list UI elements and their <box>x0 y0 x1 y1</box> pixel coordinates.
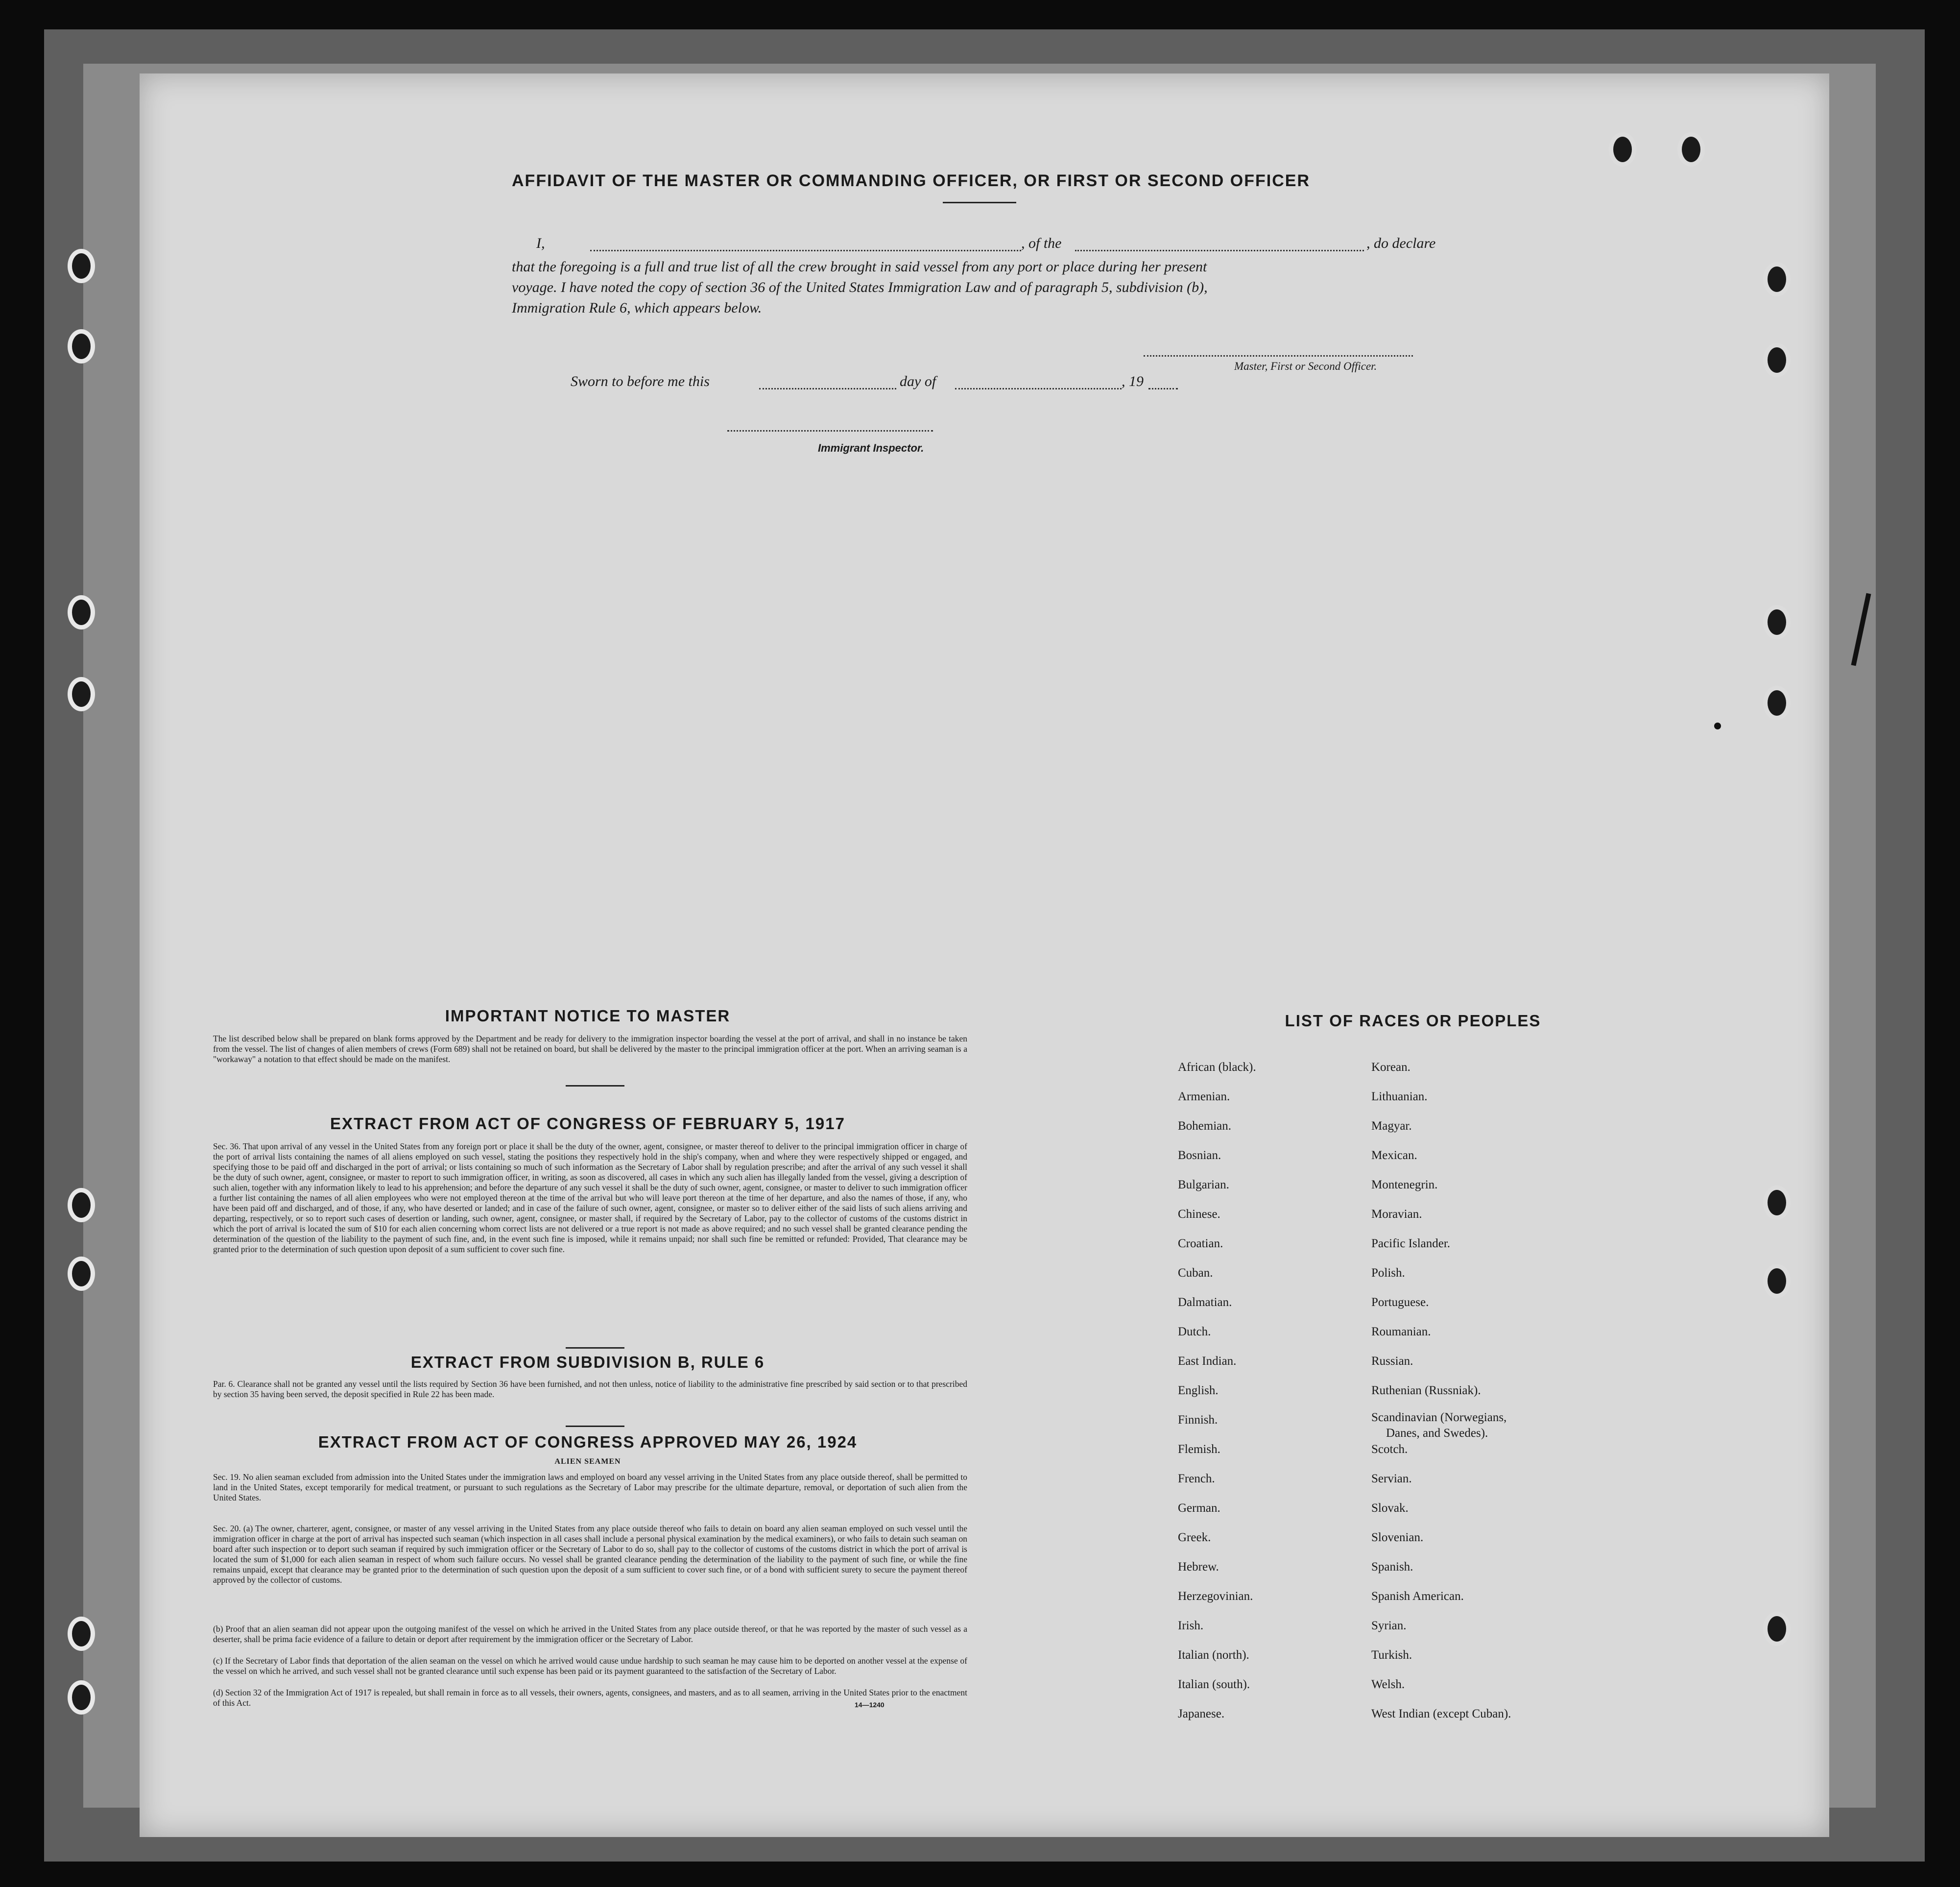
extract-1924-title: EXTRACT FROM ACT OF CONGRESS APPROVED MAY 26, 1924 <box>318 1433 858 1451</box>
race-right-item: Montenegrin. <box>1371 1178 1438 1191</box>
declarant-name-field[interactable] <box>590 250 1021 251</box>
race-right-item: Lithuanian. <box>1371 1090 1428 1103</box>
races-title: LIST OF RACES OR PEOPLES <box>1285 1012 1541 1030</box>
race-left-item: Italian (south). <box>1178 1678 1250 1691</box>
race-right-item: Spanish. <box>1371 1560 1413 1573</box>
race-left-item: East Indian. <box>1178 1355 1237 1368</box>
race-right-item-continuation: Danes, and Swedes). <box>1386 1427 1488 1440</box>
affidavit-line-3: voyage. I have noted the copy of section 36 of the United States Immigration Law and of paragraph 5, subdivision (b), <box>512 279 1208 295</box>
punch-hole-right-1 <box>1763 262 1791 296</box>
race-left-item: Hebrew. <box>1178 1560 1219 1573</box>
race-left-item: Bohemian. <box>1178 1119 1232 1133</box>
notice-rule <box>566 1085 624 1087</box>
binder-hole-left-7 <box>68 1617 95 1651</box>
race-right-item: Portuguese. <box>1371 1296 1429 1309</box>
race-left-item: Dalmatian. <box>1178 1296 1232 1309</box>
race-right-item: Pacific Islander. <box>1371 1237 1451 1250</box>
punch-hole-top-1 <box>1609 132 1636 167</box>
race-right-item: Spanish American. <box>1371 1590 1464 1603</box>
race-left-item: Cuban. <box>1178 1266 1213 1280</box>
race-right-item: Syrian. <box>1371 1619 1407 1632</box>
race-left-item: Armenian. <box>1178 1090 1230 1103</box>
race-right-item: Moravian. <box>1371 1208 1422 1221</box>
affidavit-title-rule <box>943 202 1016 203</box>
master-signature-label: Master, First or Second Officer. <box>1234 360 1377 372</box>
manifest-page <box>140 73 1829 1837</box>
race-left-item: Croatian. <box>1178 1237 1223 1250</box>
punch-hole-right-7 <box>1763 1612 1791 1646</box>
binder-hole-left-4 <box>68 677 95 711</box>
of-the-label: , of the <box>1021 235 1062 251</box>
race-right-item: Magyar. <box>1371 1119 1412 1133</box>
race-left-item: Bosnian. <box>1178 1149 1221 1162</box>
form-number: 14—1240 <box>855 1701 884 1709</box>
extract-1924-sec20a: Sec. 20. (a) The owner, charterer, agent, consignee, or master of any vessel arriving in the United States from any place outside thereof who fails to detain on board any alien seaman employed on such vessel until the immigration officer in charge at the port of arrival has inspected such seaman (which inspection in all cases shall include a personal physical examination by the medical examiners), or who fails to detain such seaman on board after such inspection or to deport such seaman if required by such immigration officer or the Secretary of Labor to do so, shall pay to the collector of customs of the customs district in which the port of arrival is located the sum of $1,000 for each alien seaman in respect of whom such failure occurs. No vessel shall be granted clearance pending the determination of the liability to the payment of such fine, or while the fine remains unpaid, except that clearance may be granted prior to the determination of such question upon the deposit of a sum sufficient to cover such fine, or of a bond with sufficient surety to secure the payment thereof approved by the collector of customs. <box>213 1524 967 1585</box>
sworn-label: Sworn to before me this <box>571 373 710 389</box>
binder-hole-left-1 <box>68 249 95 283</box>
declarant-prefix: I, <box>536 235 545 251</box>
extract-1917-title: EXTRACT FROM ACT OF CONGRESS OF FEBRUARY 5, 1917 <box>330 1114 845 1133</box>
notice-title: IMPORTANT NOTICE TO MASTER <box>445 1007 731 1025</box>
inspector-signature-field[interactable] <box>727 430 933 432</box>
race-right-item: Turkish. <box>1371 1648 1412 1662</box>
race-left-item: Finnish. <box>1178 1413 1218 1427</box>
extract-1924-sec20c: (c) If the Secretary of Labor finds that deportation of the alien seaman on the vessel on which he arrived would cause undue hardship to such seaman he may cause him to be deported on another vessel at the expense of the vessel on which he arrived, and such vessel shall not be granted clearance until such expense has been paid or its payment guaranteed to the satisfaction of the Secretary of Labor. <box>213 1656 967 1676</box>
sworn-month-field[interactable] <box>955 388 1122 389</box>
declare-label: , do declare <box>1366 235 1436 251</box>
punch-hole-right-3 <box>1763 605 1791 639</box>
punch-hole-right-5 <box>1763 1185 1791 1220</box>
binder-hole-left-5 <box>68 1188 95 1222</box>
race-left-item: Bulgarian. <box>1178 1178 1229 1191</box>
affidavit-line-2: that the foregoing is a full and true list of all the crew brought in said vessel from any port or place during her present <box>512 259 1207 275</box>
race-left-item: African (black). <box>1178 1061 1256 1074</box>
race-right-item: West Indian (except Cuban). <box>1371 1707 1511 1720</box>
rule6-text: Par. 6. Clearance shall not be granted any vessel until the lists required by Section 36 have been furnished, and not then unless, notice of liability to the administrative fine prescribed by said section or to that prescribed by section 35 having been served, the deposit specified in Rule 22 has been made. <box>213 1379 967 1399</box>
punch-hole-right-2 <box>1763 343 1791 377</box>
punch-hole-right-4 <box>1763 686 1791 720</box>
race-right-item: Welsh. <box>1371 1678 1405 1691</box>
race-right-item: Roumanian. <box>1371 1325 1431 1338</box>
binder-hole-left-6 <box>68 1257 95 1291</box>
inspector-label: Immigrant Inspector. <box>818 442 924 454</box>
vessel-name-field[interactable] <box>1075 250 1364 251</box>
rule6-title: EXTRACT FROM SUBDIVISION B, RULE 6 <box>410 1353 765 1371</box>
alien-seamen-subtitle: ALIEN SEAMEN <box>554 1457 621 1466</box>
extract-1917-rule <box>566 1347 624 1349</box>
affidavit-line-4: Immigration Rule 6, which appears below. <box>512 300 762 316</box>
race-right-item: Servian. <box>1371 1472 1412 1485</box>
race-left-item: Chinese. <box>1178 1208 1220 1221</box>
extract-1924-sec20d: (d) Section 32 of the Immigration Act of 1917 is repealed, but shall remain in force as to all vessels, their owners, agents, consignees, and masters, and as to all seamen, arriving in the United States prior to the enactment of this Act. <box>213 1688 967 1708</box>
race-left-item: Dutch. <box>1178 1325 1211 1338</box>
race-left-item: Greek. <box>1178 1531 1211 1544</box>
sworn-day-field[interactable] <box>759 388 896 389</box>
extract-1924-sec20b: (b) Proof that an alien seaman did not appear upon the outgoing manifest of the vessel on which he arrived in the United States from any place outside thereof, or that he was reported by the master of such vessel as a deserter, shall be prima facie evidence of a failure to detain or deport after requirement by the immigration officer or the Secretary of Labor. <box>213 1624 967 1644</box>
race-right-item: Korean. <box>1371 1061 1410 1074</box>
race-right-item: Russian. <box>1371 1355 1413 1368</box>
extract-1917-text: Sec. 36. That upon arrival of any vessel in the United States from any foreign port or place it shall be the duty of the owner, agent, consignee, or master thereof to deliver to the principal immigration officer in charge of the port of arrival lists containing the names of all aliens employed on such vessel, stating the positions they respectively hold in the ship's company, when and where they were respectively shipped or engaged, and specifying those to be paid off and discharged in the port of arrival; or lists containing so much of such information as the Secretary of Labor shall by regulation prescribe; and after the arrival of any such vessel it shall be the duty of such owner, agent, consignee, or master to report to such immigration officer, in writing, as soon as discovered, all cases in which any such alien has illegally landed from the vessel, giving a description of such alien, together with any information likely to lead to his apprehension; and before the departure of any such vessel it shall be the duty of such owner, agent, consignee, or master to deliver to such immigration officer a further list containing the names of all alien employees who were not employed thereon at the time of the arrival but who will leave port thereon at the time of her departure, and also the names of those, if any, who have been paid off and discharged, and of those, if any, who have deserted or landed; and in case of the failure of such owner, agent, consignee, or master so to deliver either of the said lists of such aliens arriving and departing, respectively, or so to report such cases of desertion or landing, such owner, agent, consignee, or master shall, if required by the Secretary of Labor, pay to the collector of customs of the customs district in which the port of arrival is located the sum of $10 for each alien concerning whom correct lists are not delivered or a true report is not made as above required; and no such vessel shall be granted clearance pending the determination of the question of the liability to the payment of such fine, and, in the event such fine is imposed, while it remains unpaid; nor shall such fine be remitted or refunded: Provided, That clearance may be granted prior to the determination of such question upon deposit of a sum sufficient to cover such fine. <box>213 1141 967 1254</box>
punch-hole-right-6 <box>1763 1264 1791 1298</box>
affidavit-title: AFFIDAVIT OF THE MASTER OR COMMANDING OFFICER, OR FIRST OR SECOND OFFICER <box>512 171 1310 190</box>
race-left-item: Flemish. <box>1178 1443 1220 1456</box>
race-right-item: Scandinavian (Norwegians, <box>1371 1411 1507 1424</box>
ink-dot-mark <box>1714 723 1721 729</box>
race-right-item: Scotch. <box>1371 1443 1408 1456</box>
extract-1924-sec19: Sec. 19. No alien seaman excluded from admission into the United States under the immigration laws and employed on board any vessel arriving in the United States from any place outside thereof, shall be permitted to land in the United States, except temporarily for medical treatment, or pursuant to such regulations as the Secretary of Labor may prescribe for the ultimate departure, removal, or deportation of such alien from the United States. <box>213 1472 967 1502</box>
race-left-item: English. <box>1178 1384 1219 1397</box>
race-right-item: Polish. <box>1371 1266 1405 1280</box>
race-right-item: Slovenian. <box>1371 1531 1424 1544</box>
notice-text: The list described below shall be prepared on blank forms approved by the Department and be ready for delivery to the immigration inspector boarding the vessel at the port of arrival, and shall in no instance be taken from the vessel. The list of changes of alien members of crews (Form 689) shall not be retained on board, but shall be delivered by the master to the principal immigration officer at the port. When an arriving seaman is a "workaway" a notation to that effect should be made on the manifest. <box>213 1034 967 1064</box>
day-of-label: day of <box>900 373 936 389</box>
binder-hole-left-3 <box>68 595 95 629</box>
race-left-item: Irish. <box>1178 1619 1204 1632</box>
master-signature-field[interactable] <box>1144 355 1413 357</box>
race-left-item: German. <box>1178 1501 1220 1515</box>
race-right-item: Slovak. <box>1371 1501 1409 1515</box>
year-label: , 19 <box>1122 373 1144 389</box>
race-left-item: Herzegovinian. <box>1178 1590 1253 1603</box>
rule6-rule <box>566 1426 624 1427</box>
race-left-item: French. <box>1178 1472 1215 1485</box>
race-right-item: Ruthenian (Russniak). <box>1371 1384 1481 1397</box>
binder-hole-left-8 <box>68 1680 95 1715</box>
race-left-item: Japanese. <box>1178 1707 1225 1720</box>
sworn-year-field[interactable] <box>1148 388 1178 389</box>
binder-hole-left-2 <box>68 329 95 363</box>
race-left-item: Italian (north). <box>1178 1648 1249 1662</box>
race-right-item: Mexican. <box>1371 1149 1417 1162</box>
punch-hole-top-2 <box>1677 132 1705 167</box>
